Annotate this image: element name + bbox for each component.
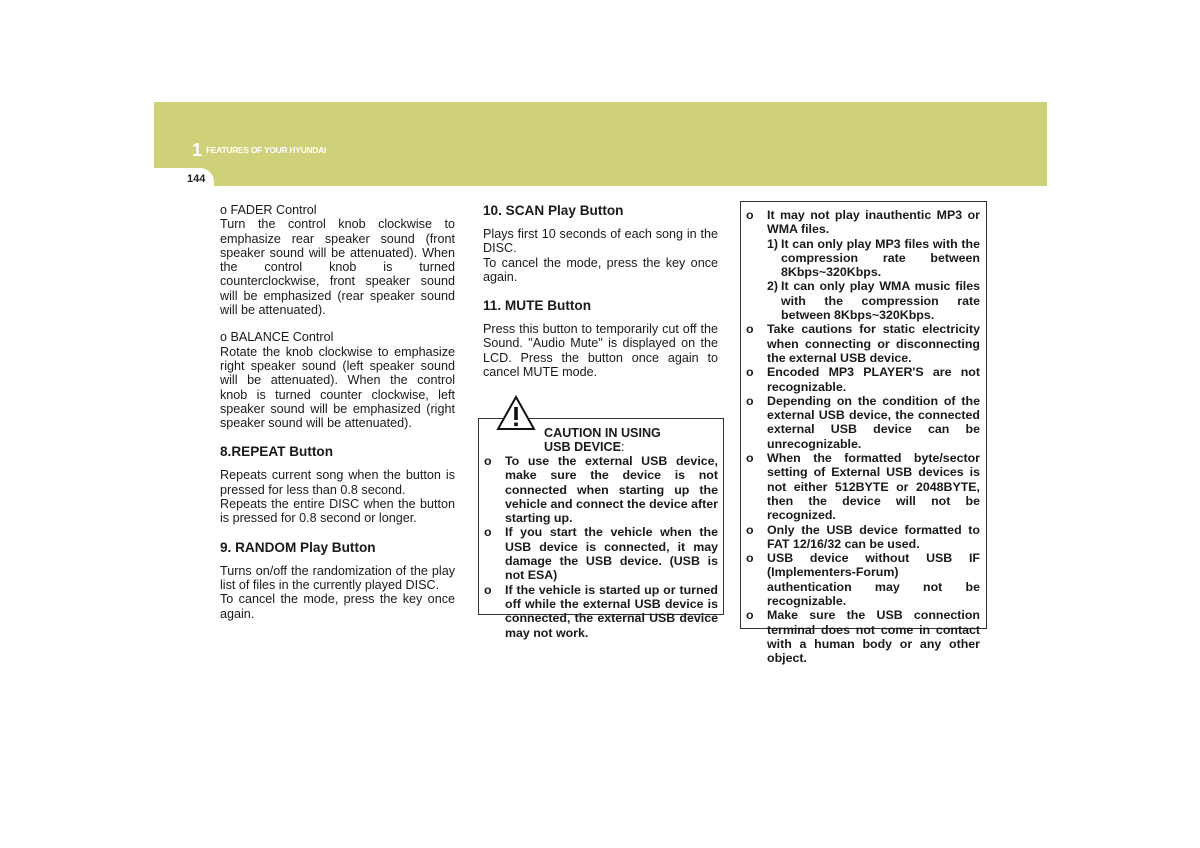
list-item (484, 583, 718, 640)
list-item (746, 322, 980, 365)
usb-item: Take cautions for static electricity when connecting or disconnecting the external USB device. (767, 322, 980, 365)
usb-item: Depending on the condition of the external USB device, the connected external USB device can be unrecognizable. (767, 393, 980, 451)
sub-number: 1) (767, 236, 779, 251)
usb-item: USB device without USB IF (Implementers-Forum) authentication may not be recognizable. (767, 551, 980, 609)
bullet: o (746, 522, 754, 537)
repeat-text-1: Repeats current song when the button is pressed for less than 0.8 second. (220, 468, 455, 497)
warning-triangle-icon (496, 395, 536, 436)
list-item (746, 523, 980, 552)
list-item (746, 394, 980, 451)
usb-item-1: It may not play inauthentic MP3 or WMA files. (767, 208, 980, 237)
usb-item: When the formatted byte/sector setting of External USB devices is not either 512BYTE or 2048BYTE, then the device will not be recognized. (767, 451, 980, 523)
bullet: o (746, 451, 754, 466)
usb-item: Encoded MP3 PLAYER'S are not recognizable. (767, 365, 980, 394)
bullet: o (746, 208, 754, 222)
usb-sublist (767, 237, 980, 323)
sublist-item (767, 237, 980, 280)
caution-item-2: If you start the vehicle when the USB device is connected, it may damage the USB device. (USB is not ESA) (505, 525, 718, 583)
balance-text: Rotate the knob clockwise to emphasize right speaker sound (left speaker sound will be attenuated). When the control knob is turned counter clockwise, left speaker sound will be emphasized (right speaker sound will be attenuated). (220, 344, 455, 431)
bullet: o (746, 551, 754, 566)
bullet: o (484, 525, 492, 540)
chapter-title: FEATURES OF YOUR HYUNDAI (206, 145, 326, 155)
bullet: o (746, 608, 754, 623)
repeat-text-2: Repeats the entire DISC when the button is pressed for 0.8 second or longer. (220, 497, 455, 526)
mute-text: Press this button to temporarily cut off the Sound. "Audio Mute" is displayed on the LCD. Press the button once again to cancel MUTE mode. (483, 322, 718, 380)
middle-column (483, 203, 718, 379)
header-band (154, 102, 1047, 186)
list-item (746, 208, 980, 322)
fader-text: Turn the control knob clockwise to emphasize rear speaker sound (front speaker sound will be attenuated). When the control knob is turned counterclockwise, front speaker sound will be emphasized (rear speaker sound will be attenuated). (220, 217, 455, 318)
caution-title (544, 426, 661, 455)
caution-title-colon: : (620, 440, 625, 455)
list-item (746, 365, 980, 394)
bullet: o (746, 393, 754, 408)
scan-text-2: To cancel the mode, press the key once again. (483, 255, 718, 284)
caution-title-line2: USB DEVICE (544, 440, 621, 455)
fader-title: o FADER Control (220, 203, 317, 217)
left-column (220, 203, 455, 621)
mute-heading: 11. MUTE Button (483, 298, 591, 314)
bullet: o (484, 582, 492, 597)
sub-text: It can only play MP3 files with the compression rate between 8Kbps~320Kbps. (781, 236, 980, 280)
sub-text: It can only play WMA music files with the compression rate between 8Kbps~320Kbps. (781, 279, 980, 323)
repeat-heading: 8.REPEAT Button (220, 444, 334, 460)
page-number: 144 (187, 173, 206, 185)
balance-section (220, 330, 455, 430)
caution-title-line1: CAUTION IN USING (544, 426, 661, 440)
bullet: o (746, 322, 754, 337)
list-item (746, 451, 980, 522)
list-item (484, 454, 718, 525)
usb-item: Only the USB device formatted to FAT 12/16/32 can be used. (767, 522, 980, 551)
usb-item: Make sure the USB connection terminal does not come in contact with a human body or any other object. (767, 608, 980, 666)
list-item (484, 525, 718, 582)
usb-notes-list (746, 208, 980, 666)
bullet: o (746, 365, 754, 380)
list-item (746, 551, 980, 608)
caution-item-3: If the vehicle is started up or turned off while the external USB device is connected, the external USB device may not work. (505, 582, 718, 640)
caution-item-1: To use the external USB device, make sure the device is not connected when starting up the vehicle and connect the device after starting up. (505, 454, 718, 526)
scan-text-1: Plays first 10 seconds of each song in the DISC. (483, 227, 718, 256)
random-heading: 9. RANDOM Play Button (220, 539, 376, 555)
chapter-number: 1 (192, 140, 203, 160)
random-text-1: Turns on/off the randomization of the play list of files in the currently played DISC. (220, 563, 455, 592)
sub-number: 2) (767, 279, 779, 294)
list-item (746, 608, 980, 665)
bullet: o (484, 454, 492, 468)
balance-title: o BALANCE Control (220, 330, 334, 345)
sublist-item (767, 279, 980, 322)
scan-heading: 10. SCAN Play Button (483, 203, 624, 218)
caution-list (484, 454, 718, 640)
random-text-2: To cancel the mode, press the key once again. (220, 592, 455, 621)
fader-section (220, 203, 455, 317)
